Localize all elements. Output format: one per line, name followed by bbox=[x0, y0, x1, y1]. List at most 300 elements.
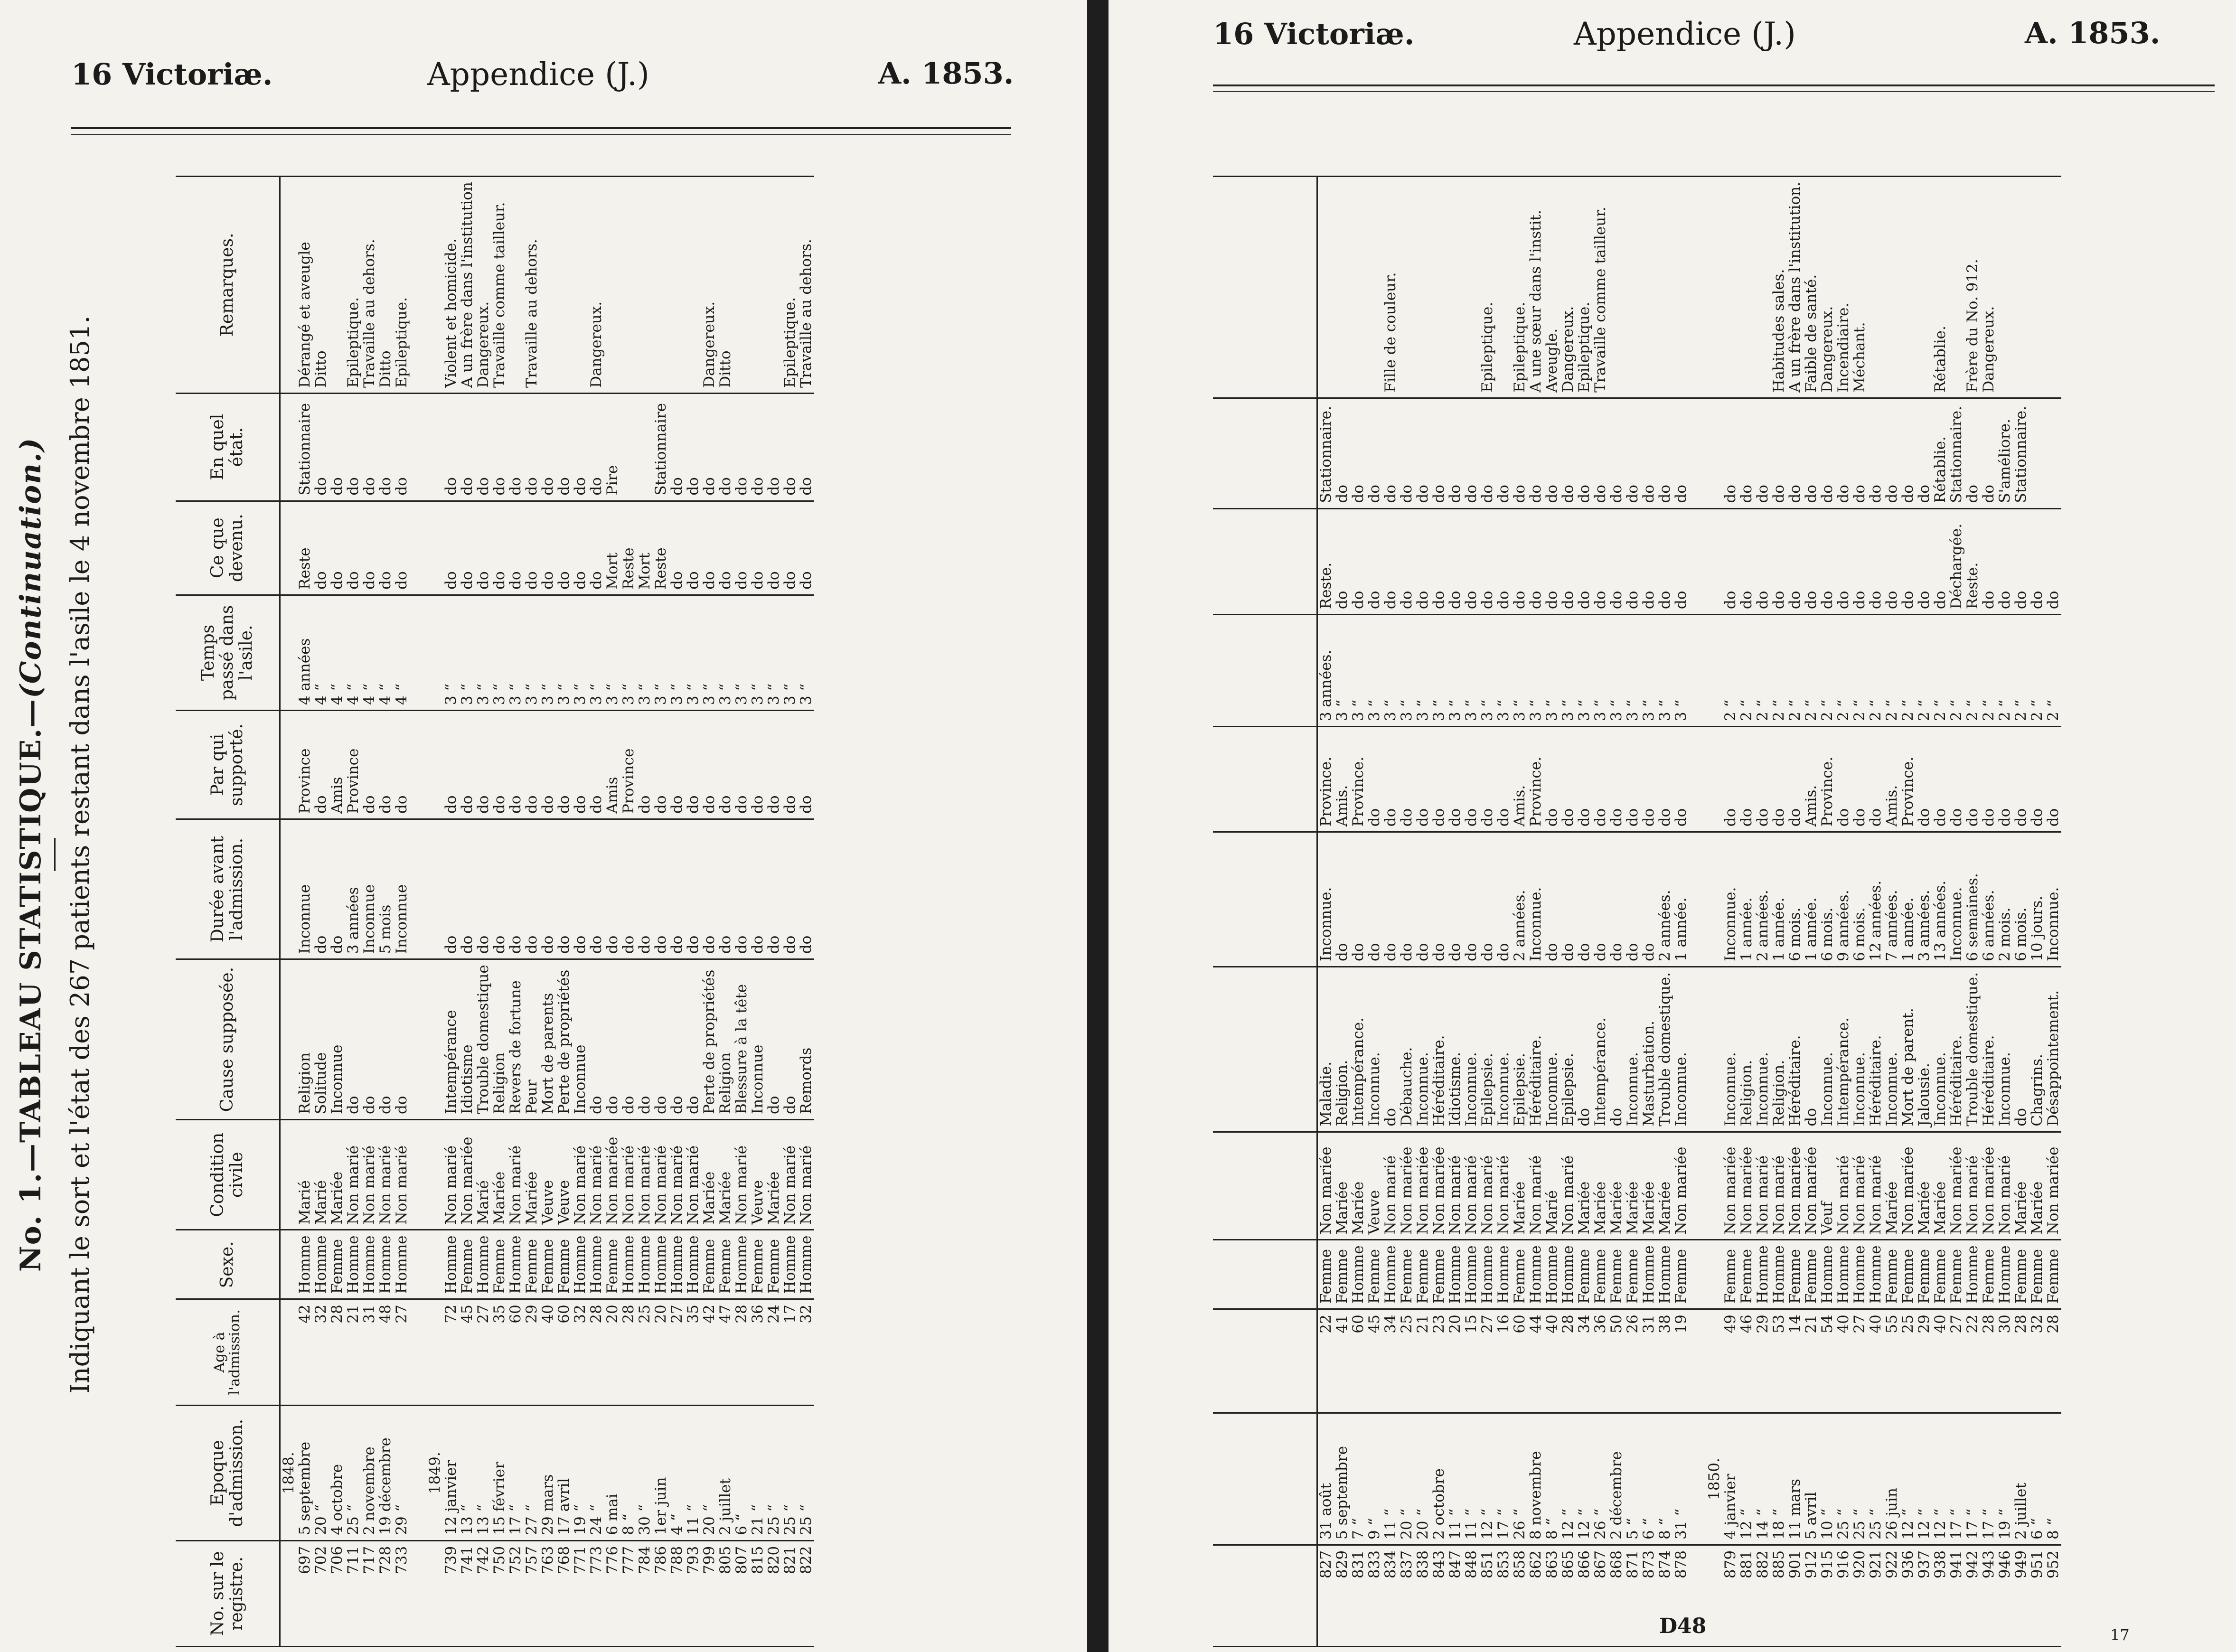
table-cell: 3 “ bbox=[1399, 615, 1415, 727]
table-cell bbox=[1689, 615, 1706, 727]
table-cell: Non marié bbox=[798, 1120, 814, 1230]
table-cell: 60 bbox=[507, 1299, 524, 1406]
table-cell: Mariée bbox=[1592, 1132, 1608, 1240]
table-cell: Homme bbox=[572, 1230, 588, 1299]
table-cell: do bbox=[1382, 967, 1399, 1132]
table-cell: Non marié bbox=[733, 1120, 750, 1230]
table-cell: do bbox=[1738, 508, 1755, 615]
table-cell: 14 “ bbox=[1755, 1413, 1771, 1545]
table-cell: do bbox=[1512, 398, 1528, 508]
table-cell: do bbox=[329, 501, 345, 595]
table-cell: 838 bbox=[1415, 1545, 1431, 1646]
table-row bbox=[604, 177, 620, 1647]
table-cell: 6 mois. bbox=[1851, 832, 1868, 967]
table-cell: 873 bbox=[1641, 1545, 1657, 1646]
table-cell: 2 “ bbox=[2029, 615, 2045, 727]
table-cell: do bbox=[443, 501, 459, 595]
table-cell: 17 “ bbox=[1495, 1413, 1512, 1545]
table-cell: do bbox=[1868, 508, 1884, 615]
table-cell bbox=[427, 711, 443, 819]
table-cell: 34 bbox=[1382, 1309, 1399, 1413]
table-cell: do bbox=[329, 393, 345, 501]
table-cell: Inconnue. bbox=[1625, 967, 1641, 1132]
table-cell: Mariée bbox=[2029, 1132, 2045, 1240]
table-cell: 827 bbox=[1317, 1545, 1334, 1646]
table-row bbox=[524, 177, 540, 1647]
table-cell: Epileptique. bbox=[782, 177, 798, 394]
table-cell bbox=[733, 177, 750, 394]
table-cell: 4 janvier bbox=[1722, 1413, 1738, 1545]
table-cell: do bbox=[717, 393, 733, 501]
table-cell: Homme bbox=[1350, 1240, 1366, 1309]
table-cell: 3 “ bbox=[1512, 615, 1528, 727]
table-cell: do bbox=[1366, 832, 1382, 967]
table-cell: Stationnaire. bbox=[1317, 398, 1334, 508]
table-cell: do bbox=[685, 393, 701, 501]
table-row bbox=[1495, 177, 1512, 1647]
table-cell: do bbox=[685, 819, 701, 959]
table-cell: do bbox=[1964, 727, 1981, 832]
table-cell: do bbox=[2045, 508, 2061, 615]
table-cell: 19 décembre bbox=[377, 1405, 394, 1540]
table-cell: do bbox=[1625, 727, 1641, 832]
table-cell: 2 “ bbox=[1722, 615, 1738, 727]
table-cell: Inconnue. bbox=[1495, 967, 1512, 1132]
table-cell bbox=[280, 1120, 297, 1230]
table-cell: Inconnue. bbox=[1463, 967, 1479, 1132]
table-row bbox=[1657, 177, 1673, 1647]
table-cell: do bbox=[1592, 508, 1608, 615]
table-cell: 853 bbox=[1495, 1545, 1512, 1646]
table-cell: 30 bbox=[1997, 1309, 2013, 1413]
table-cell: Homme bbox=[1819, 1240, 1835, 1309]
table-cell bbox=[1689, 398, 1706, 508]
table-cell: 12 “ bbox=[1479, 1413, 1495, 1545]
table-cell: Femme bbox=[1317, 1240, 1334, 1309]
table-cell: do bbox=[443, 819, 459, 959]
table-cell: Homme bbox=[653, 1230, 669, 1299]
table-row bbox=[1884, 177, 1900, 1647]
table-cell bbox=[1689, 1240, 1706, 1309]
column-header: Ce que devenu. bbox=[176, 501, 280, 595]
table-cell: 11 “ bbox=[1382, 1413, 1399, 1545]
table-cell: 20 “ bbox=[313, 1405, 329, 1540]
table-cell: 17 “ bbox=[1981, 1413, 1997, 1545]
table-cell: do bbox=[1835, 398, 1851, 508]
table-cell: 27 bbox=[1479, 1309, 1495, 1413]
table-cell: do bbox=[313, 501, 329, 595]
table-row bbox=[1415, 177, 1431, 1647]
table-cell: 2 “ bbox=[1851, 615, 1868, 727]
table-cell bbox=[410, 393, 427, 501]
table-cell: 25 bbox=[637, 1299, 653, 1406]
table-cell: do bbox=[1608, 727, 1625, 832]
table-cell: do bbox=[1399, 832, 1415, 967]
table-cell: 4 “ bbox=[361, 595, 377, 710]
table-cell: 2 “ bbox=[1755, 615, 1771, 727]
table-cell: do bbox=[1868, 398, 1884, 508]
table-cell: 27 bbox=[1851, 1309, 1868, 1413]
table-cell: 29 bbox=[1755, 1309, 1771, 1413]
table-row bbox=[685, 177, 701, 1647]
table-cell: Héréditaire. bbox=[1868, 967, 1884, 1132]
table-cell: Non marié bbox=[653, 1120, 669, 1230]
table-cell: Perte de propriétés bbox=[556, 959, 572, 1120]
table-row bbox=[1868, 177, 1884, 1647]
table-cell: Homme bbox=[313, 1230, 329, 1299]
table-cell: do bbox=[345, 501, 361, 595]
table-cell: 21 “ bbox=[750, 1405, 766, 1540]
table-cell: do bbox=[1673, 727, 1689, 832]
table-cell: 28 bbox=[329, 1299, 345, 1406]
table-cell: do bbox=[1981, 727, 1997, 832]
table-cell: do bbox=[1916, 508, 1932, 615]
table-cell: do bbox=[1657, 398, 1673, 508]
table-cell: do bbox=[572, 819, 588, 959]
table-cell: 4 “ bbox=[377, 595, 394, 710]
table-cell: 40 bbox=[1868, 1309, 1884, 1413]
table-cell: 757 bbox=[524, 1540, 540, 1646]
table-cell: do bbox=[361, 501, 377, 595]
table-cell: Non marié bbox=[345, 1120, 361, 1230]
table-cell bbox=[2029, 177, 2045, 398]
table-cell: do bbox=[1431, 398, 1447, 508]
table-cell: Femme bbox=[1948, 1240, 1964, 1309]
table-cell: 868 bbox=[1608, 1545, 1625, 1646]
table-cell: 36 bbox=[750, 1299, 766, 1406]
table-cell: Mariée bbox=[1350, 1132, 1366, 1240]
right-header-year: A. 1853. bbox=[2025, 16, 2161, 50]
table-cell: do bbox=[1560, 727, 1576, 832]
table-cell: Femme bbox=[1608, 1240, 1625, 1309]
table-cell: 20 “ bbox=[1415, 1413, 1431, 1545]
table-cell bbox=[427, 1540, 443, 1646]
table-cell: do bbox=[2045, 727, 2061, 832]
table-cell: Femme bbox=[1512, 1240, 1528, 1309]
table-cell: Homme bbox=[1560, 1240, 1576, 1309]
table-cell: 20 “ bbox=[1399, 1413, 1415, 1545]
table-cell: do bbox=[1560, 508, 1576, 615]
table-row bbox=[1608, 177, 1625, 1647]
table-cell: Stationnaire bbox=[653, 393, 669, 501]
table-cell: Habitudes sales. bbox=[1771, 177, 1787, 398]
table-cell: do bbox=[1576, 508, 1592, 615]
table-cell: 916 bbox=[1835, 1545, 1851, 1646]
table-cell: Rétablie. bbox=[1932, 177, 1948, 398]
table-cell: Veuf bbox=[1819, 1132, 1835, 1240]
table-cell bbox=[410, 1405, 427, 1540]
table-cell: Veuve bbox=[750, 1120, 766, 1230]
table-cell: Femme bbox=[1932, 1240, 1948, 1309]
table-cell: Faible de santé. bbox=[1803, 177, 1819, 398]
table-cell: do bbox=[1576, 398, 1592, 508]
table-cell: 25 “ bbox=[345, 1405, 361, 1540]
left-table-header bbox=[176, 177, 280, 1647]
table-row bbox=[394, 177, 410, 1647]
table-cell: 5 mois bbox=[377, 819, 394, 959]
table-cell: Stationnaire bbox=[297, 393, 313, 501]
table-row bbox=[1787, 177, 1803, 1647]
table-cell: 28 bbox=[733, 1299, 750, 1406]
table-cell: Dangereux. bbox=[588, 177, 604, 394]
table-cell: do bbox=[1884, 398, 1900, 508]
table-cell: 949 bbox=[2013, 1545, 2029, 1646]
table-cell: 4 octobre bbox=[329, 1405, 345, 1540]
table-cell: Homme bbox=[1964, 1240, 1981, 1309]
table-cell: do bbox=[733, 393, 750, 501]
table-cell: do bbox=[685, 959, 701, 1120]
table-cell: 788 bbox=[669, 1540, 685, 1646]
table-cell: do bbox=[475, 501, 491, 595]
table-cell bbox=[1997, 177, 2013, 398]
table-cell: Travaille au dehors. bbox=[798, 177, 814, 394]
table-cell: 19 “ bbox=[572, 1405, 588, 1540]
table-cell: 15 bbox=[1463, 1309, 1479, 1413]
table-row bbox=[750, 177, 766, 1647]
table-cell: 3 “ bbox=[1479, 615, 1495, 727]
table-cell: Femme bbox=[1900, 1240, 1916, 1309]
column-header: Epoque d'admission. bbox=[176, 1405, 280, 1540]
table-cell: Homme bbox=[475, 1230, 491, 1299]
table-cell: Trouble domestique bbox=[475, 959, 491, 1120]
column-header: Sexe. bbox=[176, 1230, 280, 1299]
table-cell: Non mariée bbox=[1431, 1132, 1447, 1240]
table-cell: 28 bbox=[620, 1299, 637, 1406]
table-cell bbox=[1722, 177, 1738, 398]
table-cell: 741 bbox=[459, 1540, 475, 1646]
table-cell: do bbox=[1868, 727, 1884, 832]
right-header-rule-thin bbox=[1213, 91, 2215, 92]
table-cell: 728 bbox=[377, 1540, 394, 1646]
table-cell: do bbox=[361, 711, 377, 819]
table-cell: Dangereux. bbox=[1560, 177, 1576, 398]
table-row bbox=[1431, 177, 1447, 1647]
table-cell: 28 bbox=[588, 1299, 604, 1406]
table-cell bbox=[1689, 967, 1706, 1132]
table-cell: 946 bbox=[1997, 1545, 2013, 1646]
table-cell: do bbox=[669, 393, 685, 501]
table-cell: Inconnue. bbox=[1932, 967, 1948, 1132]
table-cell: Femme bbox=[1787, 1240, 1803, 1309]
table-cell: Mariée bbox=[1657, 1132, 1673, 1240]
table-row bbox=[1382, 177, 1399, 1647]
table-cell: Non marié bbox=[1997, 1132, 2013, 1240]
table-cell: 1849. bbox=[427, 1405, 443, 1540]
table-cell: Homme bbox=[394, 1230, 410, 1299]
year-label-row bbox=[1706, 177, 1722, 1647]
table-cell: Province. bbox=[1900, 727, 1916, 832]
table-cell: Mariée bbox=[1625, 1132, 1641, 1240]
table-cell: Femme bbox=[2013, 1240, 2029, 1309]
table-row bbox=[1399, 177, 1415, 1647]
table-cell: Revers de fortune bbox=[507, 959, 524, 1120]
table-cell: 865 bbox=[1560, 1545, 1576, 1646]
table-cell bbox=[1706, 508, 1722, 615]
table-cell: 36 bbox=[1592, 1309, 1608, 1413]
table-cell: Héréditaire. bbox=[1981, 967, 1997, 1132]
table-cell: do bbox=[1835, 727, 1851, 832]
table-cell: A une sœur dans l'instit. bbox=[1528, 177, 1544, 398]
table-cell: do bbox=[1625, 398, 1641, 508]
table-cell: do bbox=[750, 501, 766, 595]
table-cell: 38 bbox=[1657, 1309, 1673, 1413]
table-cell: 2 “ bbox=[1819, 615, 1835, 727]
table-cell: do bbox=[1722, 727, 1738, 832]
table-cell: 28 bbox=[2045, 1309, 2061, 1413]
table-cell: 25 bbox=[1399, 1309, 1415, 1413]
table-cell: 23 bbox=[1431, 1309, 1447, 1413]
table-cell: 8 “ bbox=[1657, 1413, 1673, 1545]
table-cell: 24 bbox=[766, 1299, 782, 1406]
table-cell: Femme bbox=[1415, 1240, 1431, 1309]
table-cell: Aveugle. bbox=[1544, 177, 1560, 398]
table-row bbox=[1334, 177, 1350, 1647]
table-cell: Homme bbox=[1495, 1240, 1512, 1309]
table-cell: do bbox=[1673, 398, 1689, 508]
table-cell: 3 “ bbox=[475, 595, 491, 710]
table-cell: Mariée bbox=[2013, 1132, 2029, 1240]
table-cell: Amis bbox=[329, 711, 345, 819]
table-cell bbox=[1706, 615, 1722, 727]
table-cell: Travaille comme tailleur. bbox=[491, 177, 507, 394]
table-cell: do bbox=[1916, 398, 1932, 508]
table-cell: do bbox=[540, 819, 556, 959]
table-cell bbox=[766, 177, 782, 394]
table-cell: do bbox=[1447, 398, 1463, 508]
table-cell: Non mariée bbox=[1787, 1132, 1803, 1240]
table-cell: 40 bbox=[1932, 1309, 1948, 1413]
table-cell: 3 “ bbox=[443, 595, 459, 710]
table-cell bbox=[1625, 177, 1641, 398]
table-cell: do bbox=[1366, 398, 1382, 508]
table-cell: 771 bbox=[572, 1540, 588, 1646]
left-header-rule-thin bbox=[71, 134, 1011, 135]
table-cell bbox=[1673, 177, 1689, 398]
table-cell: Epilepsie. bbox=[1512, 967, 1528, 1132]
table-cell bbox=[410, 1230, 427, 1299]
table-cell bbox=[620, 393, 637, 501]
table-cell: Méchant. bbox=[1851, 177, 1868, 398]
table-cell: 2 “ bbox=[1900, 615, 1916, 727]
table-cell: 12 “ bbox=[1560, 1413, 1576, 1545]
table-row bbox=[1560, 177, 1576, 1647]
table-cell: do bbox=[1415, 727, 1431, 832]
right-header-rule bbox=[1213, 84, 2215, 86]
table-cell bbox=[1431, 177, 1447, 398]
table-cell: do bbox=[524, 501, 540, 595]
table-cell: do bbox=[540, 393, 556, 501]
table-cell: 10 “ bbox=[1819, 1413, 1835, 1545]
table-cell: Intempérance. bbox=[1592, 967, 1608, 1132]
table-cell bbox=[427, 1299, 443, 1406]
table-cell: Femme bbox=[491, 1230, 507, 1299]
table-cell: do bbox=[329, 819, 345, 959]
table-row bbox=[1592, 177, 1608, 1647]
table-cell: 3 “ bbox=[1495, 615, 1512, 727]
table-cell: 3 “ bbox=[1463, 615, 1479, 727]
table-cell: Amis. bbox=[1512, 727, 1528, 832]
table-cell: Non marié bbox=[1835, 1132, 1851, 1240]
table-cell: do bbox=[1399, 508, 1415, 615]
table-row bbox=[669, 177, 685, 1647]
table-cell: 773 bbox=[588, 1540, 604, 1646]
table-cell: do bbox=[345, 959, 361, 1120]
table-cell: do bbox=[1576, 727, 1592, 832]
table-cell: do bbox=[701, 819, 717, 959]
table-cell: do bbox=[701, 501, 717, 595]
table-cell: Non mariée bbox=[459, 1120, 475, 1230]
table-cell: 16 bbox=[1495, 1309, 1512, 1413]
table-cell bbox=[1706, 1309, 1722, 1413]
table-cell: Marié bbox=[313, 1120, 329, 1230]
table-row bbox=[1819, 177, 1835, 1647]
table-cell: Homme bbox=[782, 1230, 798, 1299]
table-row bbox=[1755, 177, 1771, 1647]
table-cell: 739 bbox=[443, 1540, 459, 1646]
table-cell: do bbox=[1755, 508, 1771, 615]
table-cell: 3 “ bbox=[1576, 615, 1592, 727]
signature-mark: D48 bbox=[1659, 1614, 1707, 1638]
table-row bbox=[361, 177, 377, 1647]
table-cell: Femme bbox=[1722, 1240, 1738, 1309]
table-cell: 19 bbox=[1673, 1309, 1689, 1413]
table-cell: Femme bbox=[1884, 1240, 1900, 1309]
table-cell: do bbox=[1576, 832, 1592, 967]
table-cell bbox=[1706, 967, 1722, 1132]
table-cell bbox=[1366, 177, 1382, 398]
table-cell: do bbox=[1608, 398, 1625, 508]
table-cell: 17 “ bbox=[1964, 1413, 1981, 1545]
table-cell: 752 bbox=[507, 1540, 524, 1646]
table-cell: 21 bbox=[1803, 1309, 1819, 1413]
table-row bbox=[1900, 177, 1916, 1647]
table-row bbox=[329, 177, 345, 1647]
table-cell bbox=[1706, 1240, 1722, 1309]
table-cell: 3 “ bbox=[556, 595, 572, 710]
table-cell: Epilepsie. bbox=[1479, 967, 1495, 1132]
table-cell: Homme bbox=[1868, 1240, 1884, 1309]
table-cell: Non marié bbox=[669, 1120, 685, 1230]
table-cell bbox=[280, 711, 297, 819]
table-row bbox=[766, 177, 782, 1647]
table-cell: 3 “ bbox=[766, 595, 782, 710]
table-cell: do bbox=[1495, 398, 1512, 508]
table-cell: do bbox=[524, 393, 540, 501]
table-cell: do bbox=[1932, 508, 1948, 615]
table-cell bbox=[427, 177, 443, 394]
table-cell: 871 bbox=[1625, 1545, 1641, 1646]
table-cell: 17 “ bbox=[507, 1405, 524, 1540]
table-cell: 1er juin bbox=[653, 1405, 669, 1540]
table-cell: do bbox=[1657, 727, 1673, 832]
table-cell bbox=[427, 959, 443, 1120]
table-cell: 733 bbox=[394, 1540, 410, 1646]
table-cell: do bbox=[540, 501, 556, 595]
table-cell: 22 bbox=[1964, 1309, 1981, 1413]
table-cell: Province bbox=[297, 711, 313, 819]
table-cell: 2 “ bbox=[2045, 615, 2061, 727]
table-cell: 72 bbox=[443, 1299, 459, 1406]
table-cell: Mort bbox=[604, 501, 620, 595]
table-cell: do bbox=[1673, 508, 1689, 615]
table-cell: do bbox=[685, 501, 701, 595]
table-cell: 2 “ bbox=[1787, 615, 1803, 727]
table-cell: Non marié bbox=[1868, 1132, 1884, 1240]
table-cell: Idiotisme bbox=[459, 959, 475, 1120]
table-cell bbox=[507, 177, 524, 394]
table-row bbox=[507, 177, 524, 1647]
table-cell: do bbox=[1722, 508, 1738, 615]
